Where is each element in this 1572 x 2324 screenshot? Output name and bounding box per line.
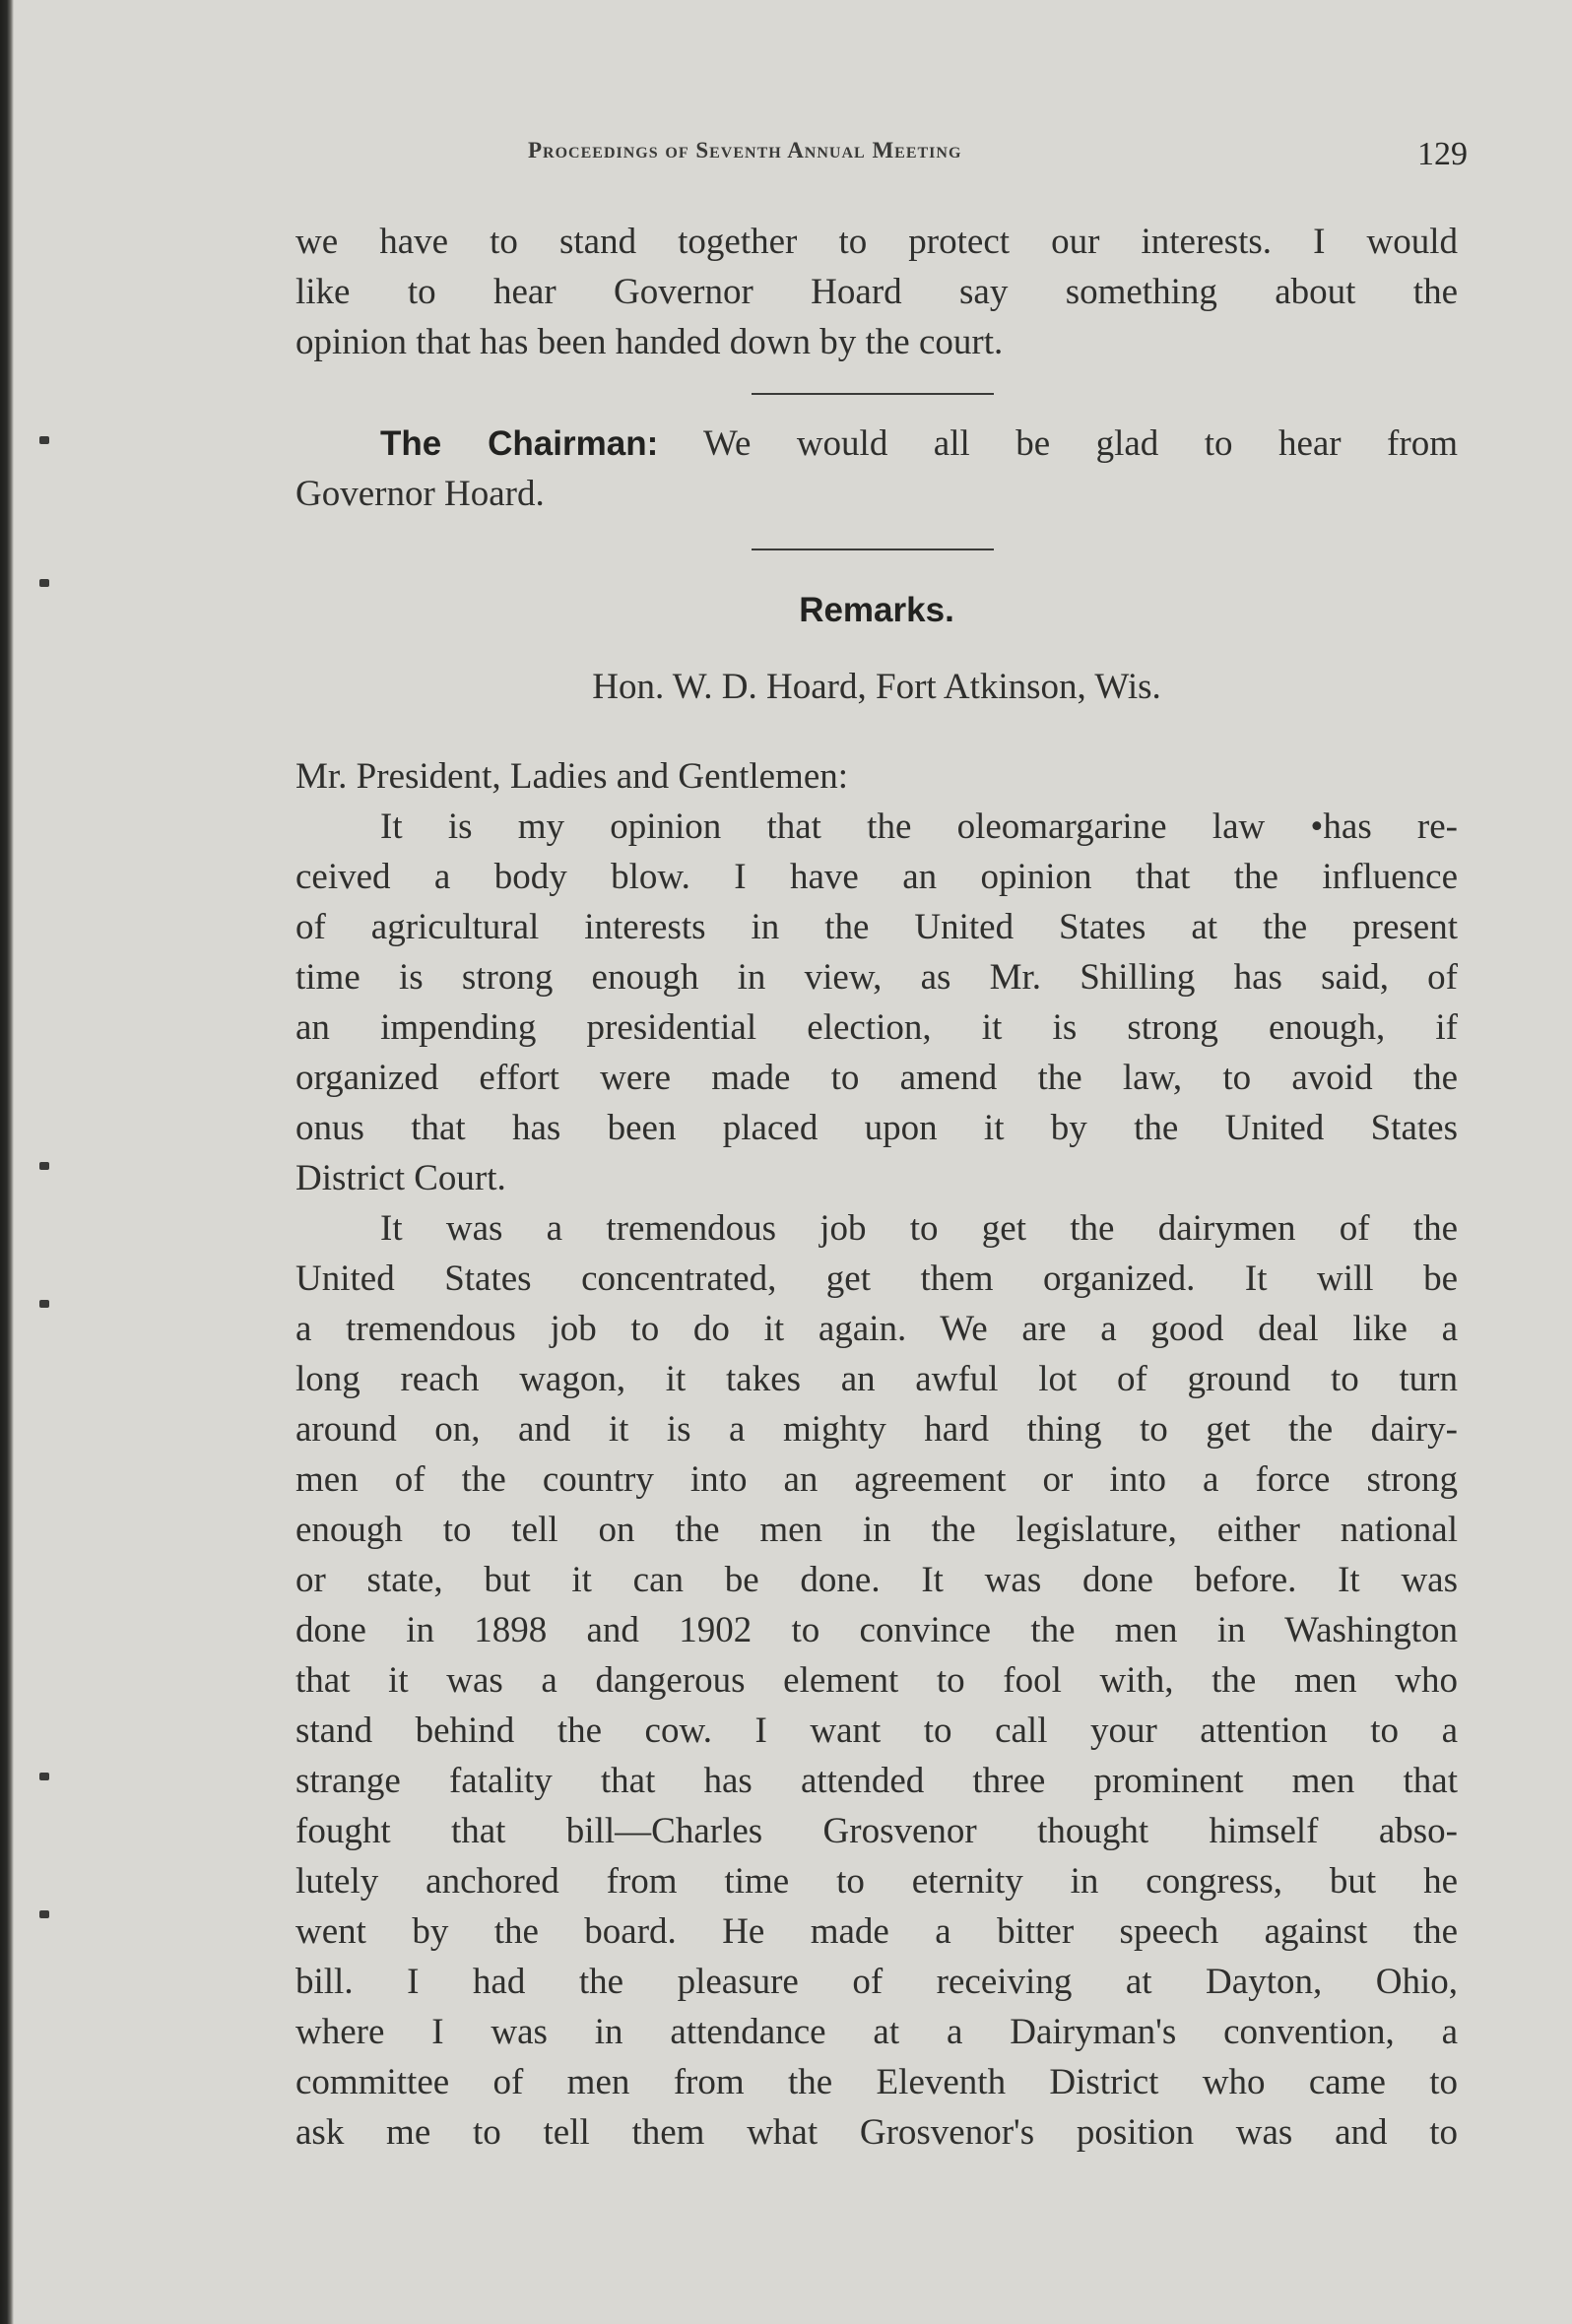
text-line: men of the country into an agreement or into a force strong xyxy=(295,1459,1458,1500)
text-line: lutely anchored from time to eternity in congress, but he xyxy=(295,1861,1458,1902)
section-title: Remarks. xyxy=(799,591,954,629)
speaker-name: The Chairman: xyxy=(380,424,659,463)
text-line: went by the board. He made a bitter speech against the xyxy=(295,1911,1458,1952)
text-line: onus that has been placed upon it by the United States xyxy=(295,1108,1458,1148)
margin-mark xyxy=(39,1162,49,1170)
text-line: District Court. xyxy=(295,1158,506,1198)
running-head: Proceedings of Seventh Annual Meeting xyxy=(528,138,962,162)
text-line: enough to tell on the men in the legislature, either national xyxy=(295,1510,1458,1550)
text-line: strange fatality that has attended three prominent men that xyxy=(295,1761,1458,1801)
text-line: time is strong enough in view, as Mr. Shilling has said, of xyxy=(295,957,1458,998)
salutation: Mr. President, Ladies and Gentlemen: xyxy=(295,756,849,797)
page-number: 129 xyxy=(1417,136,1468,172)
text-line: Governor Hoard. xyxy=(295,474,545,514)
speech-body xyxy=(295,751,1458,2158)
margin-mark xyxy=(39,1300,49,1308)
margin-mark xyxy=(39,579,49,587)
section-divider xyxy=(752,549,994,550)
text-line: that it was a dangerous element to fool with, the men who xyxy=(295,1660,1458,1701)
chairman-text: We would all be glad to hear from xyxy=(703,423,1458,464)
text-line: ask me to tell them what Grosvenor's position was and to xyxy=(295,2112,1458,2153)
text-line: ceived a body blow. I have an opinion that the influence xyxy=(295,857,1458,897)
text-line: a tremendous job to do it again. We are a good deal like a xyxy=(295,1309,1458,1349)
intro-paragraph xyxy=(295,217,1458,367)
margin-mark xyxy=(39,1910,49,1918)
page-header xyxy=(295,136,1468,175)
text-line: United States concentrated, get them organized. It will be xyxy=(295,1259,1458,1299)
chairman-remark xyxy=(295,419,1458,519)
text-line: done in 1898 and 1902 to convince the men in Washington xyxy=(295,1610,1458,1650)
margin-mark xyxy=(39,436,49,444)
text-line: long reach wagon, it takes an awful lot of ground to turn xyxy=(295,1359,1458,1399)
speaker-byline: Hon. W. D. Hoard, Fort Atkinson, Wis. xyxy=(592,667,1161,707)
text-line: fought that bill—Charles Grosvenor thought himself abso- xyxy=(295,1811,1458,1851)
text-line: It is my opinion that the oleomargarine law •has re- xyxy=(380,807,1458,847)
text-line: where I was in attendance at a Dairyman's convention, a xyxy=(295,2012,1458,2052)
text-line: opinion that has been handed down by the court. xyxy=(295,322,1004,362)
text-line: or state, but it can be done. It was done before. It was xyxy=(295,1560,1458,1600)
text-line: we have to stand together to protect our interests. I would xyxy=(295,222,1458,262)
text-line xyxy=(295,419,1458,469)
margin-mark xyxy=(39,1773,49,1780)
text-line: It was a tremendous job to get the dairymen of the xyxy=(380,1208,1458,1249)
text-line: around on, and it is a mighty hard thing to get the dairy- xyxy=(295,1409,1458,1450)
text-line: committee of men from the Eleventh District who came to xyxy=(295,2062,1458,2102)
section-divider xyxy=(752,393,994,395)
text-line: bill. I had the pleasure of receiving at Dayton, Ohio, xyxy=(295,1962,1458,2002)
text-line: stand behind the cow. I want to call your attention to a xyxy=(295,1711,1458,1751)
text-line: like to hear Governor Hoard say something about the xyxy=(295,272,1458,312)
binding-edge xyxy=(0,0,14,2324)
text-line: of agricultural interests in the United States at the present xyxy=(295,907,1458,947)
text-line: an impending presidential election, it is strong enough, if xyxy=(295,1007,1458,1048)
text-line: organized effort were made to amend the law, to avoid the xyxy=(295,1058,1458,1098)
